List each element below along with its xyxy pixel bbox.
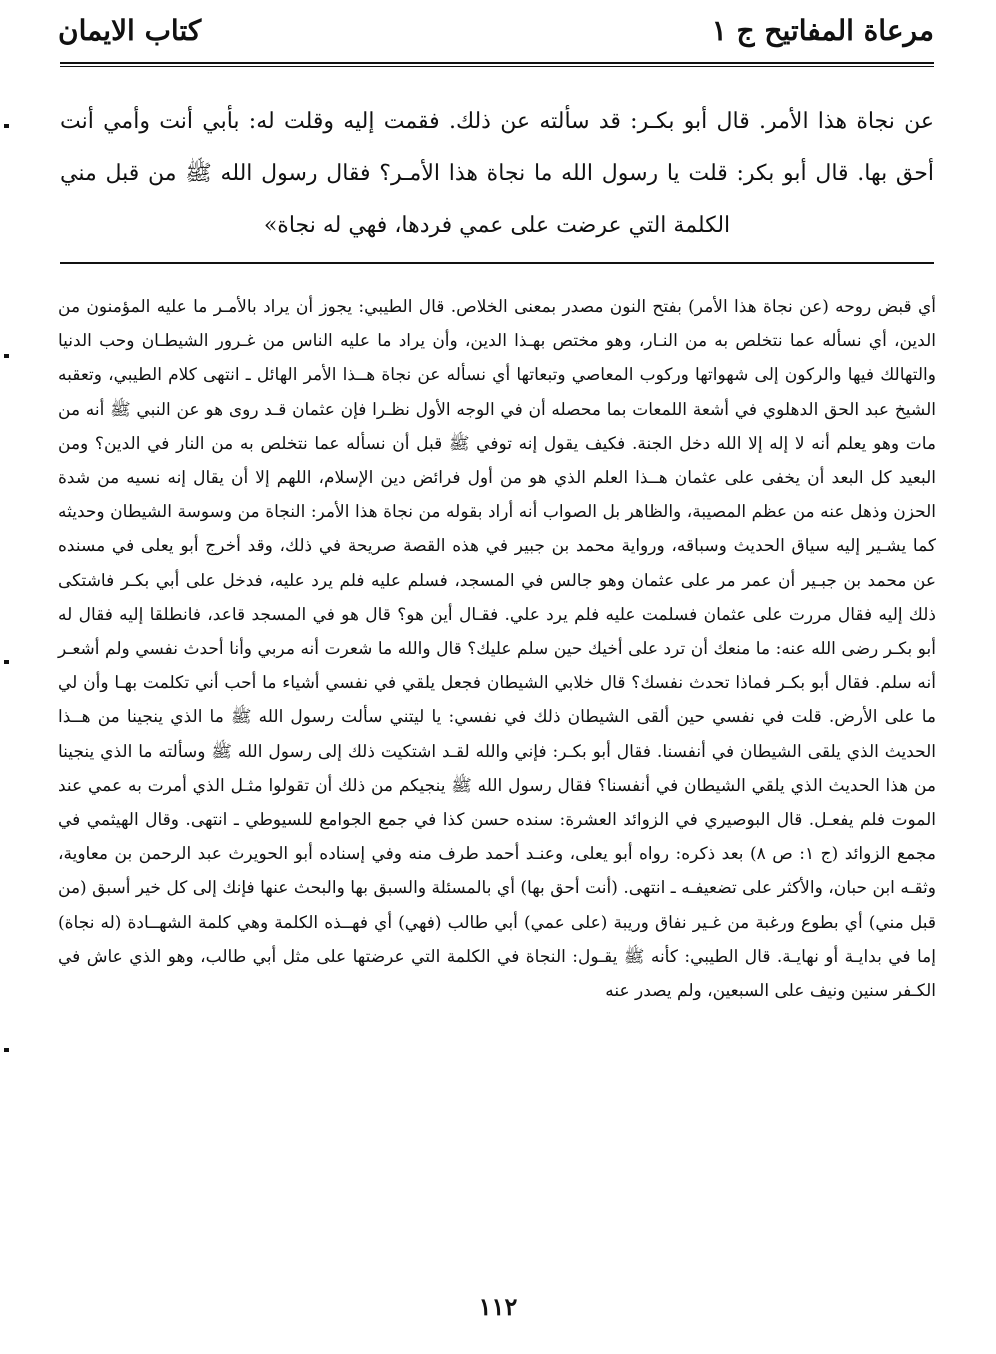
running-header — [58, 14, 934, 56]
page-number: ١١٢ — [478, 1292, 518, 1321]
section-divider — [60, 262, 934, 264]
chapter-title: كتاب الايمان — [58, 14, 202, 47]
commentary-block — [58, 290, 936, 1008]
commentary-text: أي قبض روحه (عن نجاة هذا الأمر) بفتح النون مصدر بمعنى الخلاص. قال الطيبي: يجوز أن يراد بالأمـر ما عليه المؤمنون من الدين، أي نسأله عما نتخلص به من النـار، وهو مختص بهـذا الدين، وأن يراد ما عليه الناس من غـرور الشيطـان وحب الدنيا والتهالك فيها والركون إلى شهواتها وركوب المعاصي وتبعاتها أي نسأله عن نجاة هــذا الأمر الهائل ـ انتهى كلام الطيبي، وتعقبه الشيخ عبد الحق الدهلوي في أشعة اللمعات بما محصله أن في الوجه الأول نظـرا فإن عثمان قـد روى هو عن النبي ﷺ أنه من مات وهو يعلم أنه لا إله إلا الله دخل الجنة. فكيف يقول إنه توفي ﷺ قبل أن نسأله عما نتخلص به من النار في الدين؟ ومن البعيد كل البعد أن يخفى على عثمان هــذا العلم الذي هو من أول فرائض دين الإسلام، اللهم إلا أن يقال إنه نسيه من شدة الحزن وذهل عنه من عظم المصيبة، والظاهر بل الصواب أنه أراد بقوله من نجاة هذا الأمر: النجاة من وسوسة الشيطان وحديثه كما يشـير إليه سياق الحديث وسباقه، ورواية محمد بن جبير في هذه القصة صريحة في ذلك، وقد أخرج أبو يعلى في مسنده عن محمد بن جبـير أن عمر مر على عثمان وهو جالس في المسجد، فسلم عليه فلم يرد عليه، فدخل على أبي بكـر فاشتكى ذلك إليه فقال مررت على عثمان فسلمت عليه فلم يرد علي. فقـال أين هو؟ قال هو في المسجد قاعد، فانطلقا إليه فقال له أبو بكـر رضى الله عنه: ما منعك أن ترد على أخيك حين سلم عليك؟ قال والله ما شعرت أنه مربي وأنا أحدث نفسي ولم أشعـر أنه سلم. فقال أبو بكـر فماذا تحدث نفسك؟ قال خلابي الشيطان فجعل يلقي في نفسي أشياء ما أحب أني تكلمت بهـا وأن لي ما على الأرض. قلت في نفسي حين ألقى الشيطان ذلك في نفسي: يا ليتني سألت رسول الله ﷺ ما الذي ينجينا من هــذا الحديث الذي يلقى الشيطان في أنفسنا. فقال أبو بكـر: فإني والله لقـد اشتكيت ذلك إلى رسول الله ﷺ وسألته ما الذي ينجينا من هذا الحديث الذي يلقي الشيطان في أنفسنا؟ فقال رسول الله ﷺ ينجيكم من ذلك أن تقولوا مثـل الذي أمرت به عمي عند الموت فلم يفعـل. قال البوصيري في الزوائد العشرة: سنده حسن كذا في جمع الجوامع للسيوطي ـ انتهى. وقال الهيثمي في مجمع الزوائد (ج ١: ص ٨) بعد ذكره: رواه أبو يعلى، وعنـد أحمد طرف منه وفي إسناده أبو الحويرث عبد الرحمن بن معاوية، وثقـه ابن حبان، والأكثر على تضعيفـه ـ انتهى. (أنت أحق بها) أي بالمسئلة والسبق بها والبحث عنها فإنك إلى كل خير أسبق (من قبل مني) أي بطوع ورغبة من غـير نفاق وريبة (على عمي) أبي طالب (فهي) أي فهــذه الكلمة وهي كلمة الشهــادة (له نجاة) إما في بدايـة أو نهايـة. قال الطيبي: كأنه ﷺ يقـول: النجاة في الكلمة التي عرضتها على مثل أبي طالب، وهو الذي عاش في الكـفر سنين ونيف على السبعين، ولم يصدر عنه — [58, 297, 936, 1002]
header-divider-thin — [60, 66, 934, 67]
margin-mark — [4, 660, 9, 664]
hadith-text: عن نجاة هذا الأمر. قال أبو بكـر: قد سألته عن ذلك. فقمت إليه وقلت له: بأبي أنت وأمي أنت أحق بها. قال أبو بكر: قلت يا رسول الله ما نجاة هذا الأمـر؟ فقال رسول الله ﷺ من قبل مني الكلمة التي عرضت على عمي فردها، فهي له نجاة» — [60, 109, 934, 238]
book-title: مرعاة المفاتيح ج ١ — [711, 14, 934, 47]
margin-mark — [4, 124, 9, 128]
margin-mark — [4, 1048, 9, 1052]
margin-mark — [4, 354, 9, 358]
header-divider — [60, 62, 934, 64]
hadith-text-block — [60, 96, 934, 252]
